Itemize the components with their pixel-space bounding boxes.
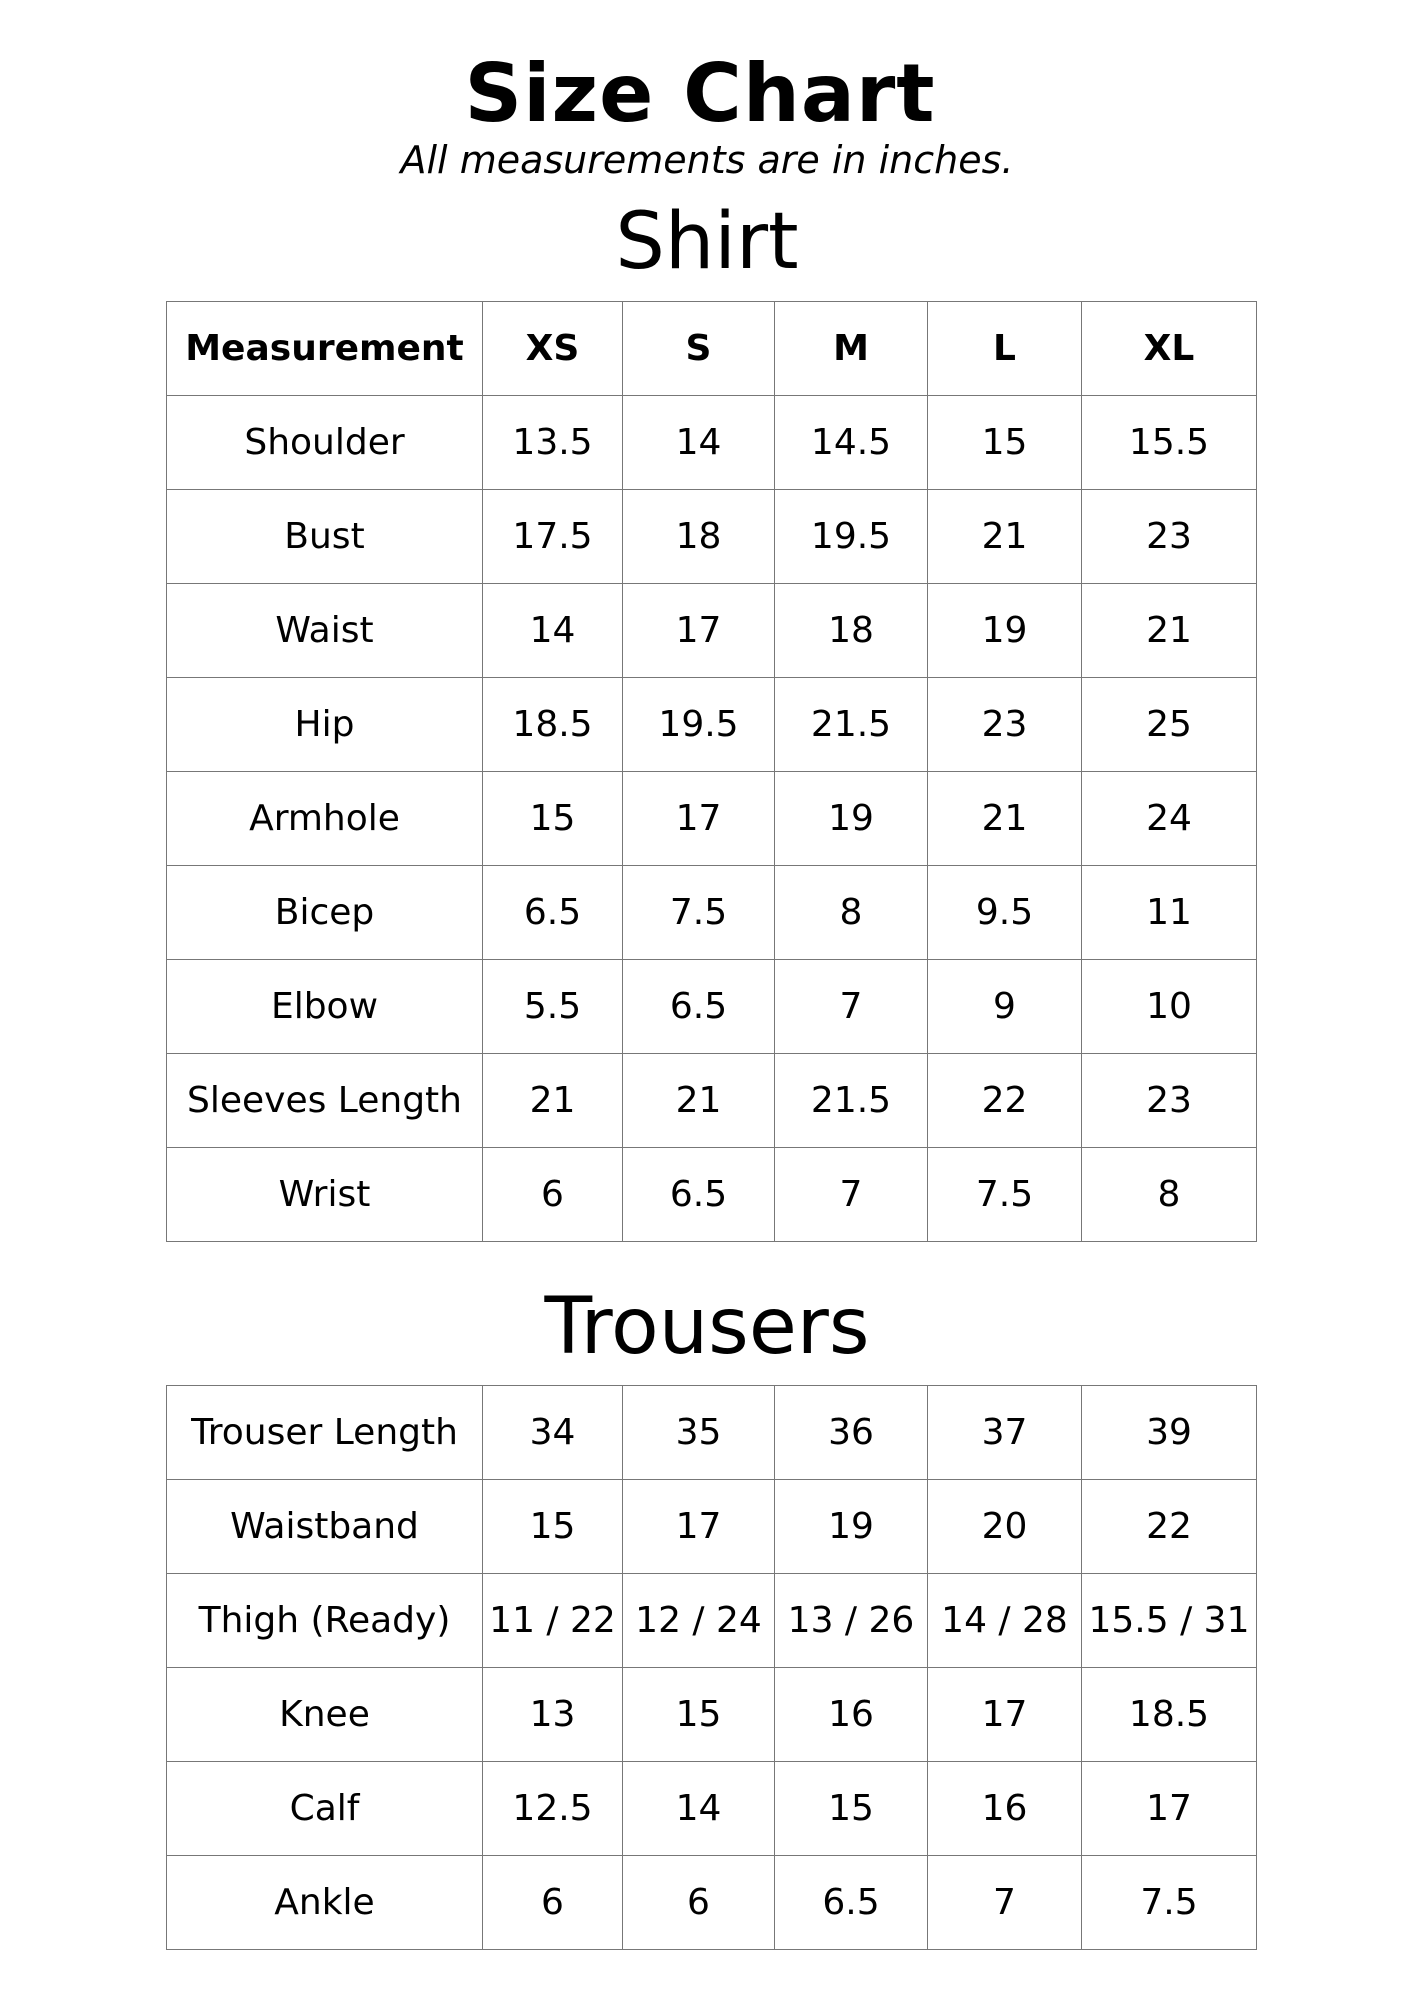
- table-cell: 22: [928, 1054, 1082, 1148]
- table-cell: 18: [623, 490, 775, 584]
- table-cell: 7: [928, 1856, 1082, 1950]
- table-row: [167, 584, 1257, 678]
- column-header-s: S: [623, 302, 775, 396]
- page-title: Size Chart: [464, 47, 936, 140]
- table-cell: 7.5: [1082, 1856, 1257, 1950]
- table-row: [167, 1574, 1257, 1668]
- column-header-l: L: [928, 302, 1082, 396]
- table-cell: 21.5: [775, 678, 928, 772]
- row-label: Hip: [167, 678, 483, 772]
- table-cell: 13 / 26: [775, 1574, 928, 1668]
- table-cell: 37: [928, 1386, 1082, 1480]
- column-header-xl: XL: [1082, 302, 1257, 396]
- table-cell: 10: [1082, 960, 1257, 1054]
- table-cell: 24: [1082, 772, 1257, 866]
- table-cell: 13: [483, 1668, 623, 1762]
- trousers-size-table: [166, 1385, 1257, 1950]
- table-cell: 6.5: [623, 1148, 775, 1242]
- table-row: [167, 1762, 1257, 1856]
- row-label: Elbow: [167, 960, 483, 1054]
- table-cell: 22: [1082, 1480, 1257, 1574]
- row-label: Thigh (Ready): [167, 1574, 483, 1668]
- column-header-m: M: [775, 302, 928, 396]
- table-cell: 18: [775, 584, 928, 678]
- row-label: Armhole: [167, 772, 483, 866]
- table-cell: 39: [1082, 1386, 1257, 1480]
- table-cell: 23: [1082, 490, 1257, 584]
- table-cell: 17: [1082, 1762, 1257, 1856]
- row-label: Shoulder: [167, 396, 483, 490]
- table-cell: 15: [775, 1762, 928, 1856]
- table-cell: 21: [483, 1054, 623, 1148]
- shirt-header-row: [167, 302, 1257, 396]
- row-label: Sleeves Length: [167, 1054, 483, 1148]
- table-cell: 15: [928, 396, 1082, 490]
- shirt-section-title: Shirt: [615, 197, 799, 287]
- trousers-section-title: Trousers: [544, 1282, 870, 1372]
- table-row: [167, 678, 1257, 772]
- table-cell: 14 / 28: [928, 1574, 1082, 1668]
- table-cell: 19: [775, 1480, 928, 1574]
- row-label: Bicep: [167, 866, 483, 960]
- table-cell: 11: [1082, 866, 1257, 960]
- table-cell: 14: [483, 584, 623, 678]
- table-cell: 25: [1082, 678, 1257, 772]
- table-cell: 9: [928, 960, 1082, 1054]
- row-label: Ankle: [167, 1856, 483, 1950]
- table-cell: 15: [623, 1668, 775, 1762]
- table-cell: 17: [623, 772, 775, 866]
- table-cell: 8: [1082, 1148, 1257, 1242]
- table-cell: 7.5: [623, 866, 775, 960]
- table-row: [167, 866, 1257, 960]
- table-cell: 21: [928, 490, 1082, 584]
- table-row: [167, 772, 1257, 866]
- table-cell: 21: [623, 1054, 775, 1148]
- table-cell: 12.5: [483, 1762, 623, 1856]
- table-cell: 36: [775, 1386, 928, 1480]
- table-cell: 21.5: [775, 1054, 928, 1148]
- table-cell: 19.5: [623, 678, 775, 772]
- table-cell: 14.5: [775, 396, 928, 490]
- table-cell: 16: [775, 1668, 928, 1762]
- column-header-xs: XS: [483, 302, 623, 396]
- table-cell: 15: [483, 1480, 623, 1574]
- table-cell: 19: [928, 584, 1082, 678]
- table-cell: 7.5: [928, 1148, 1082, 1242]
- row-label: Knee: [167, 1668, 483, 1762]
- table-cell: 14: [623, 396, 775, 490]
- row-label: Waistband: [167, 1480, 483, 1574]
- table-cell: 21: [928, 772, 1082, 866]
- table-row: [167, 1054, 1257, 1148]
- table-cell: 23: [928, 678, 1082, 772]
- table-cell: 8: [775, 866, 928, 960]
- row-label: Calf: [167, 1762, 483, 1856]
- table-cell: 17.5: [483, 490, 623, 584]
- table-cell: 6: [483, 1856, 623, 1950]
- table-cell: 17: [623, 584, 775, 678]
- row-label: Trouser Length: [167, 1386, 483, 1480]
- table-row: [167, 1386, 1257, 1480]
- row-label: Waist: [167, 584, 483, 678]
- table-cell: 6: [623, 1856, 775, 1950]
- table-cell: 20: [928, 1480, 1082, 1574]
- table-cell: 18.5: [483, 678, 623, 772]
- table-cell: 23: [1082, 1054, 1257, 1148]
- table-row: [167, 1668, 1257, 1762]
- page-subtitle: All measurements are in inches.: [400, 138, 1014, 182]
- table-row: [167, 1856, 1257, 1950]
- table-cell: 12 / 24: [623, 1574, 775, 1668]
- table-cell: 9.5: [928, 866, 1082, 960]
- table-cell: 7: [775, 1148, 928, 1242]
- table-cell: 34: [483, 1386, 623, 1480]
- table-cell: 13.5: [483, 396, 623, 490]
- table-cell: 16: [928, 1762, 1082, 1856]
- table-cell: 19: [775, 772, 928, 866]
- table-cell: 14: [623, 1762, 775, 1856]
- table-cell: 6.5: [775, 1856, 928, 1950]
- table-cell: 11 / 22: [483, 1574, 623, 1668]
- table-row: [167, 1480, 1257, 1574]
- row-label: Bust: [167, 490, 483, 584]
- column-header-measurement: Measurement: [167, 302, 483, 396]
- table-cell: 17: [928, 1668, 1082, 1762]
- table-cell: 6.5: [623, 960, 775, 1054]
- table-cell: 21: [1082, 584, 1257, 678]
- table-cell: 6.5: [483, 866, 623, 960]
- table-cell: 5.5: [483, 960, 623, 1054]
- table-cell: 15.5 / 31: [1082, 1574, 1257, 1668]
- table-cell: 7: [775, 960, 928, 1054]
- table-cell: 35: [623, 1386, 775, 1480]
- table-row: [167, 960, 1257, 1054]
- table-row: [167, 396, 1257, 490]
- table-cell: 18.5: [1082, 1668, 1257, 1762]
- table-cell: 19.5: [775, 490, 928, 584]
- table-cell: 6: [483, 1148, 623, 1242]
- table-row: [167, 490, 1257, 584]
- shirt-size-table: [166, 301, 1257, 1242]
- table-row: [167, 1148, 1257, 1242]
- row-label: Wrist: [167, 1148, 483, 1242]
- table-cell: 15: [483, 772, 623, 866]
- table-cell: 17: [623, 1480, 775, 1574]
- table-cell: 15.5: [1082, 396, 1257, 490]
